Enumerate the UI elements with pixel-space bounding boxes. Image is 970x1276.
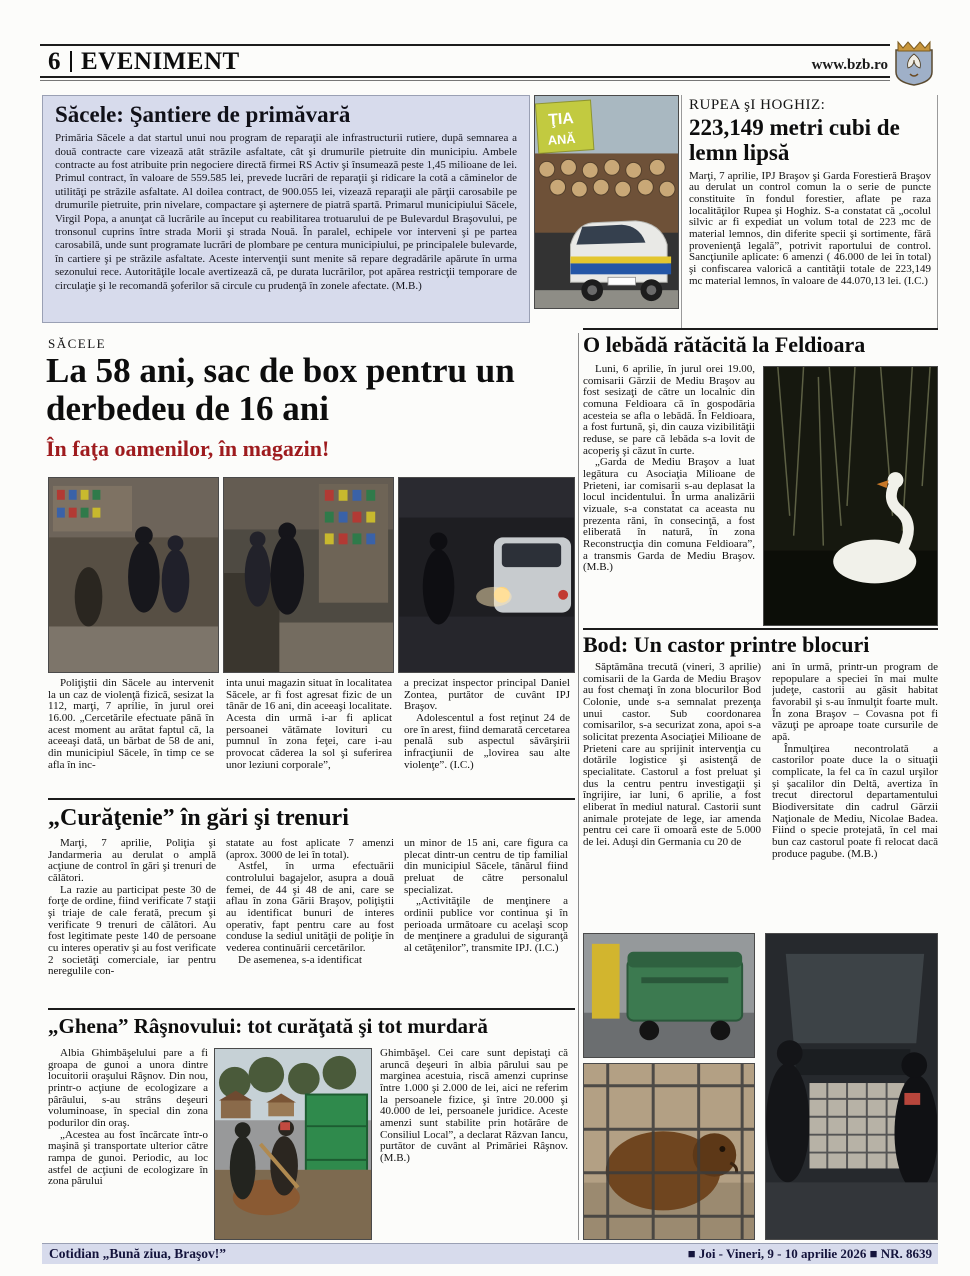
castor-rule xyxy=(583,628,938,630)
header-bottom-rule xyxy=(40,76,890,78)
article-santiere-title: Săcele: Şantiere de primăvară xyxy=(55,102,351,127)
photo-cctv-1 xyxy=(48,477,219,673)
ghena-rule xyxy=(48,1008,575,1010)
lebada-rule xyxy=(583,328,938,330)
header-thin-rule xyxy=(40,80,890,81)
article-rupea-kicker: RUPEA şI HOGHIZ: xyxy=(689,97,826,113)
photo-cctv-3 xyxy=(398,477,575,673)
photo-police-car-logs xyxy=(534,95,679,309)
page-number: 6 xyxy=(48,48,61,75)
footer-bar xyxy=(42,1243,938,1264)
header-divider xyxy=(70,51,72,72)
header-top-rule xyxy=(40,44,890,46)
curatenie-rule xyxy=(48,798,575,800)
article-box-col3: a precizat inspector principal Daniel Zontea, purtător de cuvânt IPJ Braşov. Adolescentul a fost reţinut 24 de ore în arest, fiind demarată cercetarea penală sub aspectul săvârşirii infracţiunii de „lovirea sau alte violenţe”. (I.C.) xyxy=(404,678,570,771)
article-box-headline: La 58 ani, sac de box pentru un derbedeu de 16 ani xyxy=(46,351,515,428)
article-castor-col1: Săptămâna trecută (vineri, 3 aprilie) comisarii de la Garda de Mediu Braşov au fost chemaţi în zona blocurilor Bod Colonie, unde s-a semnalat prezenţa unui castor. Sub coordonarea comisarilor, s-a securizat zona, apoi s-a solicitat prezenta Asociaţiei Milioane de Prieteni care au sprijinit intervenţia cu dotările logistice şi asistenţă de specialitate. Castorul a fost preluat şi dus la centru pentru investigaţii şi îngrijire, iar luni, 6 aprilie, a fost eliberat în mediul natural. Castorii sunt animale protejate de lege, iar amenda pentru cei care îi omoară este de 5.000 de lei. Aduşi din Germania cu 20 de xyxy=(583,662,761,848)
article-curatenie-title: „Curăţenie” în gări şi trenuri xyxy=(48,805,349,831)
article-box-col1: Poliţiştii din Săcele au intervenit la un caz de violenţă fizică, sesizat la 112, marţi, 7 aprilie, în jurul orei 16.00. „Cercetările efectuate până în acest moment au arătat faptul că, la aceeaşi dată, un bărbat de 58 de ani, din municipiul Săcele, în timp ce se afla în inc- xyxy=(48,678,214,771)
article-curatenie-col3: un minor de 15 ani, care figura ca plecat dintr-un centru de tip familial din municipiul Săcele, tânărul fiind preluat de către personalul specializat. „Activităţile de menţinere a ordinii publice vor continua şi în perioada următoare cu acelaşi scop de menţinere a gradului de siguranţă al cetăţenilor”, transmite IPJ. (I.C.) xyxy=(404,838,568,954)
article-rupea-body: Marţi, 7 aprilie, IPJ Braşov şi Garda Forestieră Braşov au derulat un control comun la o serie de puncte constituite în fondul forestier, aflate pe raza localităţilor Rupea şi Hoghiz. S-a constatat că „ocolul silvic ar fi expediat un volum total de 223 mc de material lemnos, din diferite specii şi sortimente, fără provenienţă legală”, potrivit raportului de control. Sancţiunile aplicate: 6 amenzi ( 46.000 de lei în total) şi confiscarea valorică a cantităţii totale de 223,149 mc material lemnos, în valoare de 44.070,13 lei. (I.C.) xyxy=(689,170,931,287)
article-ghena-col2: Ghimbăşel. Cei care sunt depistaţi că aruncă deşeuri în albia pârului sau pe marginea acestuia, riscă amenzi cuprinse între 1.000 şi 2.000 de lei, aici ne referim la persoanele fizice, şi între 20.000 şi 40.000 de lei, persoanele juridice. Aceste amenzi sunt stabilite prin hotărâre de Consiliul Local”, a declarat Răzvan Iancu, purtător de cuvânt al Primăriei Râşnov. (M.B.) xyxy=(380,1048,568,1164)
photo-cctv-2 xyxy=(223,477,394,673)
article-ghena-title: „Ghena” Râşnovului: tot curăţată şi tot murdară xyxy=(48,1014,488,1038)
photo-sign-text-1: ŢIA xyxy=(547,110,575,129)
article-castor-col2: ani în urmă, printr-un program de repopulare a speciei în mai multe judeţe, castorii au găsit habitat favorabil şi s-au înmulţit foarte mult. În zona Braşov – Covasna pot fi văzuţi pe aproape toate cursurile de apă. Înmulţirea necontrolată a castorilor poate duce la o situaţii complicate, la fel ca în cazul urşilor şi şacalilor din Deltă, avertiza în trecut directorul departamentului Biodiversitate din cadrul Gărzii Naţionale de Mediu, Nicolae Badea. Fiind o specie protejată, în cel mai bun caz castorul poate fi relocat dacă produce pagube. (M.B.) xyxy=(772,662,938,860)
article-castor-title: Bod: Un castor printre blocuri xyxy=(583,632,870,657)
photo-cleanup-truck xyxy=(214,1048,372,1240)
article-box-kicker: SĂCELE xyxy=(48,336,107,351)
article-rupea xyxy=(681,95,938,328)
footer-date-issue: ■ Joi - Vineri, 9 - 10 aprilie 2026 ■ NR. 8639 xyxy=(687,1246,932,1261)
photo-swan xyxy=(763,366,938,626)
photo-dumpster xyxy=(583,933,755,1058)
article-santiere xyxy=(42,95,530,323)
article-curatenie-col1: Marţi, 7 aprilie, Poliţia şi Jandarmeria au derulat o amplă acţiune de control în gări şi trenuri de călători. La razie au participat peste 30 de forţe de ordine, fiind verificate 7 staţii şi triaje de cale ferată, precum şi verificate 9 trenuri de călători. Au fost legitimate peste 140 de persoane cu interes operativ şi au fost verificate 2 societăţi comerciale, iar pentru neregulile con- xyxy=(48,838,216,978)
section-title: EVENIMENT xyxy=(81,48,240,75)
article-ghena-col1: Albia Ghimbăşelului pare a fi groapa de gunoi a unora dintre locuitorii oraşului Râşnov. Din nou, printr-o acţiune de ecologizare a pârâului, s-au strâns deşeuri voluminoase, în special din zona podurilor din oraş. „Acestea au fost încărcate într-o maşină şi transportate ulterior către rampa de gunoi. Periodic, au loc astfel de acţiuni de ecologizare în zona pârului xyxy=(48,1048,208,1188)
article-rupea-title: 223,149 metri cubi de lemn lipsă xyxy=(689,115,900,165)
page-header xyxy=(48,48,240,76)
website-url: www.bzb.ro xyxy=(811,57,888,73)
article-santiere-body: Primăria Săcele a dat startul unui nou program de reparaţii ale infrastructurii rutiere, după semnarea a două contracte care vizează atât străzile asfaltate, cât şi drumurile pietruite din municipiu. Ambele contracte au fost atribuite prin negociere directă firmei RS Activ şi însumează peste 1,45 milioane de lei. Primul contract, în valoare de 559.585 lei, prevede lucrări de reparaţii şi ridicare la cotă a căminelor de utilităţi pe străzile asfaltate. Al doilea contract, de 900.055 lei, vizează reparaţii ale părţii carosabile pe drumurile pietruite, prin nivelare, compactare şi aşternere de piatră spartă. Primarul municipiului Săcele, Virgil Popa, a anunţat că lucrările au început cu reabilitarea trotuarului de pe Bulevardul Braşovului, pe tronsonul cuprins între strada Morii şi strada Nouă. În paralel, echipele vor interveni şi pe partea carosabilă, unde sunt programate lucrări de plombare pe centura municipiului, pe principalele bulevarde, în cartiere şi pe străzile asfaltate. Aceste intervenţii sunt menite să repare degradările apărute în urma sezonului rece. Autorităţile locale avertizează că, pe durata lucrărilor, pot apărea restricţii temporare de circulaţie şi le recomandă şoferilor să circule cu prudenţă în zonele afectate. (M.B.) xyxy=(55,132,517,292)
column-divider xyxy=(578,333,579,1240)
footer-publication-name: Cotidian „Bună ziua, Braşov!” xyxy=(49,1246,227,1261)
article-box-subheadline: În faţa oamenilor, în magazin! xyxy=(46,436,330,461)
photo-beaver-cage xyxy=(583,1063,755,1240)
article-curatenie-col2: statate au fost aplicate 7 amenzi (aprox. 3000 de lei în total). Astfel, în urma efectuării controlului bagajelor, asupra a două femei, de 44 şi 48 de ani, care se aflau în zona Gării Braşov, poliţiştii au identificat bunuri de interes operativ, fapt pentru care au fost conduse la sediul unităţii de poliţie în vederea continuării cercetărilor. De asemenea, s-a identificat xyxy=(226,838,394,966)
article-box-col2: inta unui magazin situat în localitatea Săcele, ar fi fost agresat fizic de un tânăr de 16 ani, din aceeaşi localitate. Acesta din urmă i-ar fi aplicat persoanei vătămate lovituri cu pumnul în zona feţei, care i-au provocat căderea la sol şi suferirea unor leziuni corporale”, xyxy=(226,678,392,771)
photo-sign-text-2: ANĂ xyxy=(547,130,576,148)
article-lebada-title: O lebădă rătăcită la Feldioara xyxy=(583,332,866,357)
photo-beaver-release-car xyxy=(765,933,938,1240)
brasov-coat-of-arms-logo xyxy=(892,40,936,86)
article-lebada-body: Luni, 6 aprilie, în jurul orei 19.00, comisarii Gărzii de Mediu Braşov au fost sesizaţi de către un localnic din comuna Feldioara că în gospodăria acesteia se afla o lebădă. În Feldioara, a fost furtună, şi, din cauza vizibilităţii reduse, se pare că lebăda s-a lovit de acoperiş şi căzut în curte. „Garda de Mediu Braşov a luat legătura cu Asociaţia Milioane de Prieteni, iar comisarii s-au deplasat la locul incidentului. În urma analizării vizuale, s-a constatat ca aceasta nu prezenta răni, în consecinţă, a fost eliberată în natură, în zona Reconstrucţia din comuna Feldioara”, a transmis Garda de Mediu Braşov. (M.B.) xyxy=(583,364,755,574)
